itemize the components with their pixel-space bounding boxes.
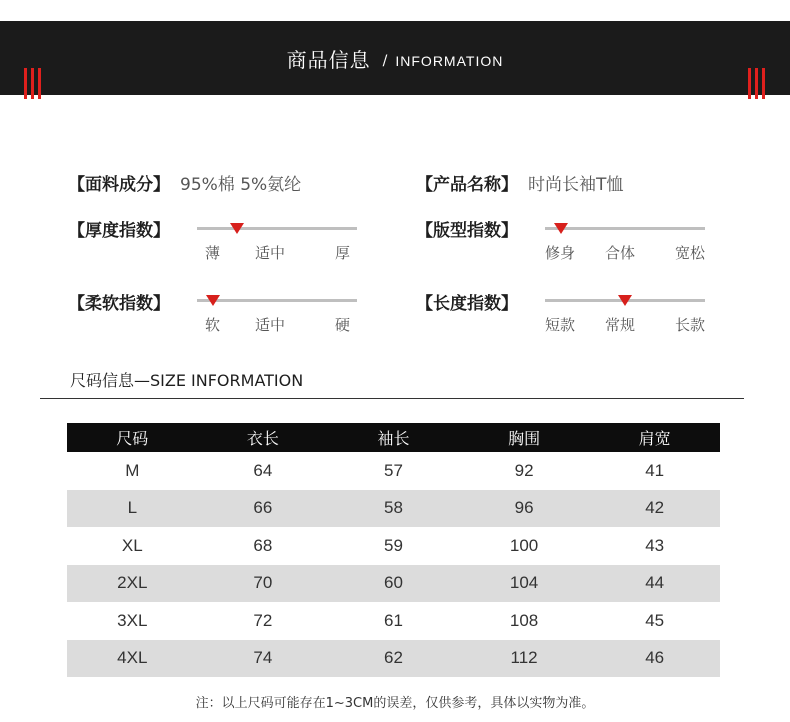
cell-size: L bbox=[67, 490, 198, 528]
size-table-header bbox=[67, 423, 720, 452]
slider-marker bbox=[206, 295, 220, 306]
size-section-title: 尺码信息—SIZE INFORMATION bbox=[70, 371, 304, 390]
cell-sleeve: 59 bbox=[384, 535, 403, 555]
fabric-value: 95%棉 5%氨纶 bbox=[180, 175, 302, 195]
slider-tick-mid: 常规 bbox=[605, 316, 636, 334]
fit-index-label: 【版型指数】 bbox=[416, 221, 518, 241]
slider-tick-mid: 合体 bbox=[605, 244, 636, 262]
cell-chest: 96 bbox=[459, 490, 590, 528]
slider-tick-low: 薄 bbox=[205, 244, 221, 262]
left-stripes-decoration bbox=[24, 68, 42, 99]
cell-length: 64 bbox=[253, 460, 273, 480]
product-name-label: 【产品名称】 bbox=[416, 175, 518, 195]
table-row bbox=[67, 452, 720, 490]
cell-sleeve: 58 bbox=[328, 490, 459, 528]
slider-marker bbox=[618, 295, 632, 306]
cell-length: 68 bbox=[253, 535, 273, 555]
cell-length: 72 bbox=[253, 610, 273, 630]
slider-tick-mid: 适中 bbox=[255, 244, 286, 262]
product-name-attribute bbox=[416, 170, 623, 195]
size-table bbox=[67, 423, 720, 677]
right-stripes-decoration bbox=[748, 68, 766, 99]
cell-chest: 108 bbox=[509, 610, 539, 630]
header-sleeve: 袖长 bbox=[328, 423, 459, 452]
table-row bbox=[67, 527, 720, 565]
slider-track bbox=[197, 299, 357, 302]
slider-tick-high: 硬 bbox=[335, 316, 351, 334]
softness-index-slider bbox=[197, 292, 357, 334]
cell-sleeve: 61 bbox=[384, 610, 403, 630]
cell-shoulder: 45 bbox=[645, 610, 665, 630]
length-index-label: 【长度指数】 bbox=[416, 294, 518, 314]
cell-size: XL bbox=[121, 535, 143, 555]
slider-track bbox=[545, 227, 705, 230]
header-size: 尺码 bbox=[67, 423, 198, 452]
cell-chest: 100 bbox=[509, 535, 539, 555]
cell-chest: 104 bbox=[459, 565, 590, 603]
thickness-index-slider bbox=[197, 220, 357, 262]
cell-chest: 112 bbox=[459, 640, 590, 678]
banner-title bbox=[0, 21, 790, 95]
table-row bbox=[67, 602, 720, 640]
cell-sleeve: 60 bbox=[328, 565, 459, 603]
cell-shoulder: 46 bbox=[589, 640, 720, 678]
softness-index-label: 【柔软指数】 bbox=[68, 294, 170, 314]
banner-title-cn: 商品信息 bbox=[286, 47, 371, 72]
cell-sleeve: 62 bbox=[328, 640, 459, 678]
slider-tick-mid: 适中 bbox=[255, 316, 286, 334]
table-row bbox=[67, 565, 720, 603]
cell-size: 3XL bbox=[117, 610, 148, 630]
cell-length: 74 bbox=[198, 640, 329, 678]
disclaimer-note: 注：以上尺码可能存在1~3CM的误差，仅供参考，具体以实物为准。 bbox=[195, 696, 595, 711]
thickness-index-label: 【厚度指数】 bbox=[68, 221, 170, 241]
length-index-slider bbox=[545, 292, 705, 334]
slider-tick-high: 宽松 bbox=[675, 244, 706, 262]
slider-tick-high: 长款 bbox=[675, 316, 706, 334]
banner-title-en: INFORMATION bbox=[395, 53, 504, 69]
fabric-attribute bbox=[68, 170, 301, 195]
slider-marker bbox=[230, 223, 244, 234]
slider-marker bbox=[554, 223, 568, 234]
product-name-value: 时尚长袖T恤 bbox=[528, 175, 624, 195]
cell-chest: 92 bbox=[514, 460, 534, 480]
cell-shoulder: 44 bbox=[589, 565, 720, 603]
slider-tick-low: 修身 bbox=[545, 244, 576, 262]
cell-size: 2XL bbox=[67, 565, 198, 603]
cell-length: 66 bbox=[198, 490, 329, 528]
fabric-label: 【面料成分】 bbox=[68, 175, 170, 195]
section-divider bbox=[40, 398, 744, 399]
cell-shoulder: 42 bbox=[589, 490, 720, 528]
slider-tick-high: 厚 bbox=[335, 244, 351, 262]
banner-separator: / bbox=[382, 53, 388, 69]
table-row bbox=[67, 490, 720, 528]
cell-size: M bbox=[125, 460, 140, 480]
cell-shoulder: 41 bbox=[645, 460, 665, 480]
table-row bbox=[67, 640, 720, 678]
cell-shoulder: 43 bbox=[645, 535, 665, 555]
header-length: 衣长 bbox=[198, 423, 329, 452]
slider-tick-low: 短款 bbox=[545, 316, 576, 334]
slider-tick-low: 软 bbox=[205, 316, 221, 334]
fit-index-slider bbox=[545, 220, 705, 262]
info-banner bbox=[0, 21, 790, 95]
header-chest: 胸围 bbox=[459, 423, 590, 452]
cell-length: 70 bbox=[198, 565, 329, 603]
slider-track bbox=[197, 227, 357, 230]
cell-sleeve: 57 bbox=[384, 460, 403, 480]
cell-size: 4XL bbox=[67, 640, 198, 678]
header-shoulder: 肩宽 bbox=[589, 423, 720, 452]
